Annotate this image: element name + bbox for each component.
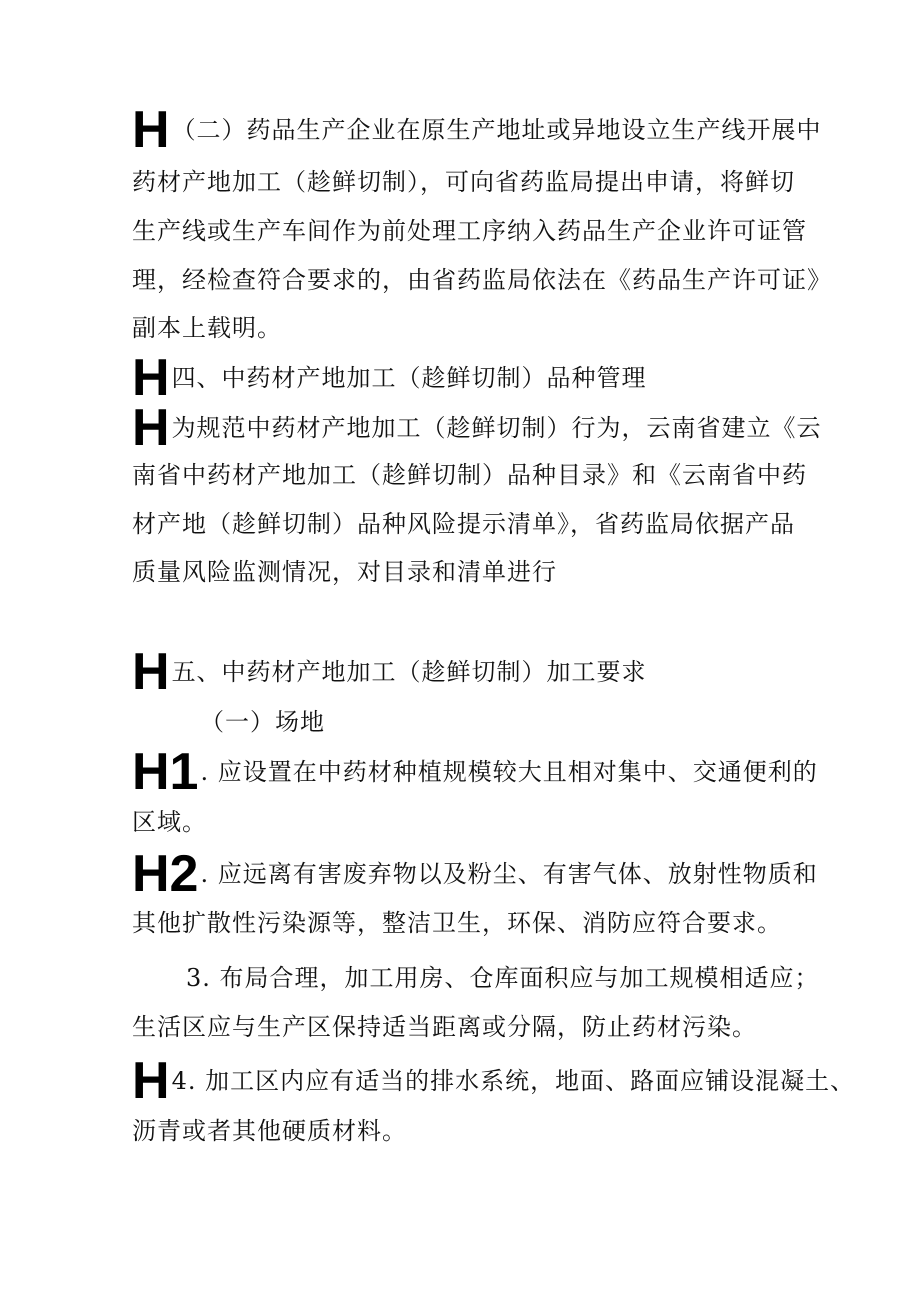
paragraph-2-line-3: 材产地（趁鲜切制）品种风险提示清单》，省药监局依据产品 <box>132 510 795 538</box>
heading-4 <box>132 349 647 407</box>
heading-5 <box>132 643 647 701</box>
item-2-text-1: . 应远离有害废弃物以及粉尘、有害气体、放射性物质和 <box>200 860 818 888</box>
paragraph-1-text-1: （二）药品生产企业在原生产地址或异地设立生产线开展中 <box>171 116 822 144</box>
paragraph-1-line-5: 副本上载明。 <box>132 314 282 342</box>
item-2-line-1 <box>132 845 818 903</box>
item-4-line-2: 沥青或者其他硬质材料。 <box>132 1117 407 1145</box>
paragraph-1-line-3: 生产线或生产车间作为前处理工序纳入药品生产企业许可证管 <box>132 217 807 245</box>
marker-h: H <box>132 643 170 701</box>
marker-h: H <box>132 349 170 407</box>
item-2-line-2: 其他扩散性污染源等，整洁卫生，环保、消防应符合要求。 <box>132 909 782 937</box>
paragraph-1-line-2: 药材产地加工（趁鲜切制），可向省药监局提出申请，将鲜切 <box>132 168 795 196</box>
item-1-line-2: 区域。 <box>132 808 207 836</box>
item-3-line-2: 生活区应与生产区保持适当距离或分隔，防止药材污染。 <box>132 1013 757 1041</box>
item-4-text-1: 4. 加工区内应有适当的排水系统，地面、路面应铺设混凝土、 <box>171 1067 856 1095</box>
heading-4-text: 四、中药材产地加工（趁鲜切制）品种管理 <box>171 364 647 392</box>
marker-h1: H1 <box>132 743 199 801</box>
paragraph-1-line-4: 理，经检查符合要求的，由省药监局依法在《药品生产许可证》 <box>132 266 832 294</box>
paragraph-2-line-2: 南省中药材产地加工（趁鲜切制）品种目录》和《云南省中药 <box>132 461 807 489</box>
paragraph-2-line-4: 质量风险监测情况，对目录和清单进行 <box>132 558 557 586</box>
item-3-line-1: 3. 布局合理，加工用房、仓库面积应与加工规模相适应； <box>186 964 820 992</box>
marker-h: H <box>132 399 170 457</box>
marker-h: H <box>132 1052 170 1110</box>
item-4-line-1 <box>132 1052 856 1110</box>
item-1-line-1 <box>132 743 818 801</box>
marker-h: H <box>132 101 170 159</box>
heading-5-text: 五、中药材产地加工（趁鲜切制）加工要求 <box>171 658 647 686</box>
paragraph-1-line-1 <box>132 101 822 159</box>
marker-h2: H2 <box>132 845 199 903</box>
paragraph-2-text-1: 为规范中药材产地加工（趁鲜切制）行为，云南省建立《云 <box>171 414 822 442</box>
subheading-site: （一）场地 <box>200 708 325 736</box>
paragraph-2-line-1 <box>132 399 822 457</box>
item-1-text-1: . 应设置在中药材种植规模较大且相对集中、交通便利的 <box>200 758 818 786</box>
